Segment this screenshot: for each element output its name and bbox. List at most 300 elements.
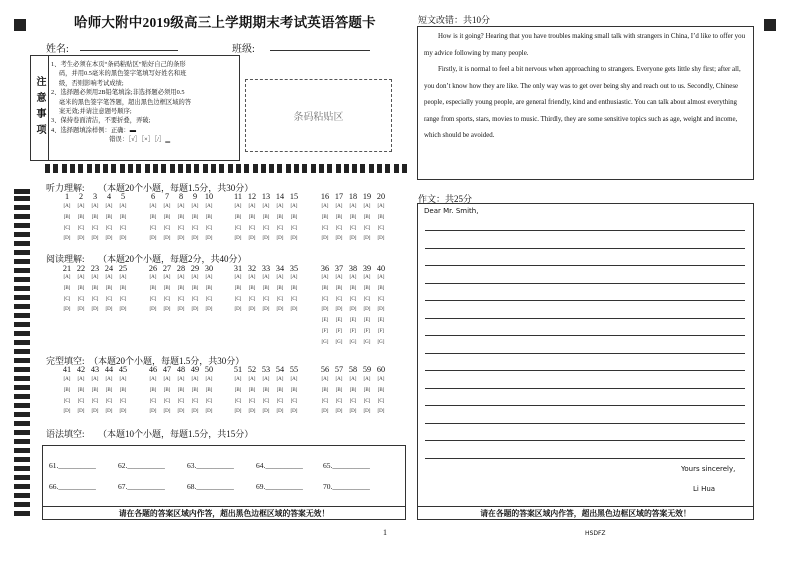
answer-bubble[interactable]: [A] [349, 377, 357, 382]
answer-bubble[interactable]: [C] [290, 225, 298, 231]
answer-bubble[interactable]: [F] [349, 328, 357, 334]
answer-bubble[interactable]: [D] [77, 236, 85, 242]
answer-bubble[interactable]: [G] [377, 339, 385, 345]
answer-bubble[interactable]: [D] [248, 409, 256, 415]
answer-bubble[interactable]: [A] [77, 204, 85, 209]
class-field[interactable] [270, 50, 370, 51]
answer-bubble[interactable]: [B] [321, 285, 329, 291]
essay-writing-line[interactable] [425, 440, 745, 441]
answer-bubble[interactable]: [A] [321, 204, 329, 209]
answer-bubble[interactable]: [B] [335, 387, 343, 393]
answer-bubble[interactable]: [D] [63, 236, 71, 242]
answer-bubble[interactable]: [B] [276, 214, 284, 220]
answer-bubble[interactable]: [B] [234, 285, 242, 291]
answer-bubble[interactable]: [B] [119, 387, 127, 393]
answer-bubble[interactable]: [B] [363, 214, 371, 220]
answer-bubble[interactable]: [C] [149, 296, 157, 302]
answer-bubble[interactable]: [B] [63, 285, 71, 291]
essay-writing-line[interactable] [425, 423, 745, 424]
answer-bubble[interactable]: [B] [191, 387, 199, 393]
correction-box[interactable] [417, 26, 754, 180]
answer-bubble[interactable]: [E] [335, 318, 343, 324]
answer-bubble[interactable]: [A] [349, 204, 357, 209]
answer-bubble[interactable]: [B] [177, 285, 185, 291]
answer-bubble[interactable]: [D] [321, 307, 329, 313]
answer-bubble[interactable]: [C] [149, 398, 157, 404]
essay-writing-line[interactable] [425, 353, 745, 354]
answer-bubble[interactable]: [G] [335, 339, 343, 345]
answer-bubble[interactable]: [A] [149, 275, 157, 280]
answer-bubble[interactable]: [C] [321, 296, 329, 302]
answer-bubble[interactable]: [A] [335, 275, 343, 280]
answer-bubble[interactable]: [D] [377, 409, 385, 415]
answer-bubble[interactable]: [A] [335, 377, 343, 382]
answer-bubble[interactable]: [A] [248, 377, 256, 382]
answer-bubble[interactable]: [C] [276, 398, 284, 404]
answer-bubble[interactable]: [D] [205, 236, 213, 242]
answer-bubble[interactable]: [A] [276, 377, 284, 382]
answer-bubble[interactable]: [B] [163, 387, 171, 393]
answer-bubble[interactable]: [D] [290, 236, 298, 242]
answer-bubble[interactable]: [C] [91, 296, 99, 302]
answer-bubble[interactable]: [D] [91, 409, 99, 415]
answer-bubble[interactable]: [A] [321, 377, 329, 382]
answer-bubble[interactable]: [D] [276, 409, 284, 415]
answer-bubble[interactable]: [C] [119, 225, 127, 231]
answer-bubble[interactable]: [C] [276, 225, 284, 231]
answer-bubble[interactable]: [B] [262, 285, 270, 291]
answer-bubble[interactable]: [A] [290, 204, 298, 209]
answer-bubble[interactable]: [B] [191, 214, 199, 220]
answer-bubble[interactable]: [A] [290, 377, 298, 382]
answer-bubble[interactable]: [B] [276, 387, 284, 393]
answer-bubble[interactable]: [C] [335, 225, 343, 231]
answer-bubble[interactable]: [C] [177, 225, 185, 231]
answer-bubble[interactable]: [C] [77, 225, 85, 231]
answer-bubble[interactable]: [E] [321, 318, 329, 324]
answer-bubble[interactable]: [D] [335, 409, 343, 415]
answer-bubble[interactable]: [D] [262, 307, 270, 313]
option-column [273, 375, 287, 418]
answer-bubble[interactable]: [B] [377, 285, 385, 291]
answer-bubble[interactable]: [A] [290, 275, 298, 280]
answer-bubble[interactable]: [D] [119, 409, 127, 415]
answer-bubble[interactable]: [A] [377, 275, 385, 280]
answer-bubble[interactable]: [A] [149, 204, 157, 209]
answer-bubble[interactable]: [B] [290, 285, 298, 291]
answer-bubble[interactable]: [C] [234, 398, 242, 404]
answer-bubble[interactable]: [D] [91, 307, 99, 313]
essay-writing-line[interactable] [425, 318, 745, 319]
answer-bubble[interactable]: [C] [349, 225, 357, 231]
answer-bubble[interactable]: [C] [63, 296, 71, 302]
answer-bubble[interactable]: [A] [276, 204, 284, 209]
answer-bubble[interactable]: [A] [335, 204, 343, 209]
answer-bubble[interactable]: [B] [77, 214, 85, 220]
answer-bubble[interactable]: [A] [377, 377, 385, 382]
answer-bubble[interactable]: [C] [191, 225, 199, 231]
answer-bubble[interactable]: [B] [248, 285, 256, 291]
answer-bubble[interactable]: [B] [205, 214, 213, 220]
notice-item: 3、保持卷面清洁，不要折叠，弄破; [51, 117, 151, 125]
essay-writing-line[interactable] [425, 300, 745, 301]
answer-bubble[interactable]: [D] [234, 307, 242, 313]
answer-bubble[interactable]: [D] [262, 409, 270, 415]
grammar-blank[interactable]: 63.__________ [187, 461, 234, 470]
answer-bubble[interactable]: [D] [205, 409, 213, 415]
answer-bubble[interactable]: [A] [363, 275, 371, 280]
essay-writing-line[interactable] [425, 283, 745, 284]
answer-bubble[interactable]: [A] [205, 377, 213, 382]
answer-bubble[interactable]: [D] [191, 409, 199, 415]
name-field[interactable] [80, 50, 178, 51]
answer-bubble[interactable]: [B] [377, 387, 385, 393]
answer-bubble[interactable]: [A] [77, 275, 85, 280]
grammar-blank[interactable]: 61.__________ [49, 461, 96, 470]
answer-bubble[interactable]: [D] [234, 236, 242, 242]
answer-bubble[interactable]: [A] [262, 204, 270, 209]
answer-bubble[interactable]: [C] [63, 225, 71, 231]
answer-bubble[interactable]: [A] [191, 377, 199, 382]
answer-bubble[interactable]: [B] [163, 285, 171, 291]
correction-paragraph-2: Firstly, it is normal to feel a bit nervous when approaching to strangers. Everyone gets little shy first; after all, you don’t know how they are like. The only way was to get over being shy and reach out to us. Secondly, Chinese people, especially young people, are general friendly, kind and enthusiastic. You can talk about almost everything range from sports, stars, movies to music. Thirdly, they are some sensitive topics such as age, weight and income, which should be avoided. [424, 66, 741, 139]
answer-bubble[interactable]: [D] [163, 307, 171, 313]
answer-bubble[interactable]: [B] [119, 214, 127, 220]
grammar-blank[interactable]: 66.__________ [49, 482, 96, 491]
essay-writing-line[interactable] [425, 248, 745, 249]
answer-bubble[interactable]: [D] [63, 307, 71, 313]
answer-bubble[interactable]: [A] [91, 275, 99, 280]
answer-bubble[interactable]: [D] [191, 236, 199, 242]
answer-bubble[interactable]: [D] [149, 307, 157, 313]
answer-bubble[interactable]: [B] [349, 387, 357, 393]
answer-bubble[interactable]: [A] [321, 275, 329, 280]
answer-bubble[interactable]: [D] [321, 236, 329, 242]
answer-bubble[interactable]: [D] [349, 409, 357, 415]
question-number: 9 [192, 192, 198, 201]
answer-bubble[interactable]: [B] [149, 285, 157, 291]
answer-bubble[interactable]: [A] [191, 204, 199, 209]
answer-bubble[interactable]: [B] [105, 285, 113, 291]
answer-bubble[interactable]: [E] [363, 318, 371, 324]
essay-writing-line[interactable] [425, 388, 745, 389]
answer-bubble[interactable]: [C] [205, 296, 213, 302]
question-number: 58 [348, 365, 358, 374]
answer-bubble[interactable]: [C] [363, 225, 371, 231]
answer-bubble[interactable]: [A] [234, 204, 242, 209]
answer-bubble[interactable]: [A] [163, 204, 171, 209]
answer-bubble[interactable]: [D] [163, 409, 171, 415]
answer-bubble[interactable]: [D] [163, 236, 171, 242]
answer-bubble[interactable]: [A] [262, 377, 270, 382]
timing-mark [178, 164, 183, 173]
barcode-area: 条码粘贴区 [245, 79, 392, 152]
answer-bubble[interactable]: [A] [262, 275, 270, 280]
answer-bubble[interactable]: [F] [335, 328, 343, 334]
answer-bubble[interactable]: [C] [262, 225, 270, 231]
answer-bubble[interactable]: [A] [91, 377, 99, 382]
answer-bubble[interactable]: [B] [205, 285, 213, 291]
answer-bubble[interactable]: [A] [349, 275, 357, 280]
answer-bubble[interactable]: [B] [335, 285, 343, 291]
essay-writing-line[interactable] [425, 335, 745, 336]
answer-bubble[interactable]: [B] [335, 214, 343, 220]
option-column [318, 273, 332, 349]
answer-bubble[interactable]: [B] [321, 214, 329, 220]
answer-bubble[interactable]: [B] [177, 387, 185, 393]
grammar-blank[interactable]: 64.__________ [256, 461, 303, 470]
answer-bubble[interactable]: [D] [77, 409, 85, 415]
answer-bubble[interactable]: [C] [377, 398, 385, 404]
answer-bubble[interactable]: [D] [248, 236, 256, 242]
timing-mark [14, 205, 30, 210]
option-column [332, 375, 346, 418]
answer-bubble[interactable]: [B] [262, 387, 270, 393]
grammar-blank[interactable]: 65.__________ [323, 461, 370, 470]
answer-bubble[interactable]: [G] [321, 339, 329, 345]
answer-bubble[interactable]: [D] [177, 236, 185, 242]
answer-bubble[interactable]: [C] [77, 296, 85, 302]
answer-bubble[interactable]: [C] [349, 296, 357, 302]
answer-bubble[interactable]: [D] [119, 307, 127, 313]
answer-bubble[interactable]: [A] [91, 204, 99, 209]
answer-bubble[interactable]: [A] [119, 377, 127, 382]
answer-bubble[interactable]: [C] [234, 296, 242, 302]
essay-box[interactable] [417, 203, 754, 507]
answer-bubble[interactable]: [D] [349, 236, 357, 242]
answer-bubble[interactable]: [D] [105, 307, 113, 313]
answer-bubble[interactable]: [D] [349, 307, 357, 313]
answer-bubble[interactable]: [C] [276, 296, 284, 302]
answer-bubble[interactable]: [C] [205, 225, 213, 231]
answer-bubble[interactable]: [C] [290, 398, 298, 404]
answer-bubble[interactable]: [C] [234, 225, 242, 231]
timing-mark [277, 164, 282, 173]
answer-bubble[interactable]: [C] [119, 398, 127, 404]
answer-bubble[interactable]: [B] [248, 214, 256, 220]
answer-bubble[interactable]: [A] [191, 275, 199, 280]
answer-bubble[interactable]: [A] [234, 377, 242, 382]
answer-bubble[interactable]: [B] [248, 387, 256, 393]
answer-bubble[interactable]: [D] [290, 307, 298, 313]
answer-bubble[interactable]: [C] [377, 296, 385, 302]
answer-bubble[interactable]: [A] [248, 204, 256, 209]
answer-bubble[interactable]: [C] [191, 398, 199, 404]
answer-bubble[interactable]: [B] [363, 387, 371, 393]
answer-bubble[interactable]: [B] [177, 214, 185, 220]
answer-bubble[interactable]: [A] [63, 275, 71, 280]
answer-bubble[interactable]: [B] [276, 285, 284, 291]
option-column [160, 202, 174, 245]
answer-bubble[interactable]: [C] [248, 398, 256, 404]
answer-bubble[interactable]: [A] [63, 377, 71, 382]
answer-bubble[interactable]: [C] [119, 296, 127, 302]
answer-bubble[interactable]: [A] [77, 377, 85, 382]
timing-mark [211, 164, 216, 173]
answer-bubble[interactable]: [D] [363, 236, 371, 242]
answer-bubble[interactable]: [C] [105, 398, 113, 404]
question-number: 25 [118, 264, 128, 273]
answer-bubble[interactable]: [C] [105, 225, 113, 231]
answer-bubble[interactable]: [B] [77, 285, 85, 291]
answer-bubble[interactable]: [C] [248, 225, 256, 231]
answer-bubble[interactable]: [C] [205, 398, 213, 404]
answer-bubble[interactable]: [D] [248, 307, 256, 313]
answer-bubble[interactable]: [D] [119, 236, 127, 242]
answer-bubble[interactable]: [A] [119, 204, 127, 209]
answer-bubble[interactable]: [A] [119, 275, 127, 280]
answer-bubble[interactable]: [D] [91, 236, 99, 242]
answer-bubble[interactable]: [D] [149, 236, 157, 242]
answer-bubble[interactable]: [C] [163, 296, 171, 302]
answer-bubble[interactable]: [C] [262, 296, 270, 302]
answer-bubble[interactable]: [B] [163, 214, 171, 220]
answer-bubble[interactable]: [E] [377, 318, 385, 324]
answer-bubble[interactable]: [B] [363, 285, 371, 291]
answer-bubble[interactable]: [D] [63, 409, 71, 415]
answer-bubble[interactable]: [F] [363, 328, 371, 334]
answer-bubble[interactable]: [C] [91, 398, 99, 404]
answer-bubble[interactable]: [B] [262, 214, 270, 220]
timing-mark [14, 367, 30, 372]
answer-bubble[interactable]: [A] [177, 204, 185, 209]
answer-bubble[interactable]: [D] [77, 307, 85, 313]
answer-bubble[interactable]: [D] [377, 307, 385, 313]
grammar-blank[interactable]: 62.__________ [118, 461, 165, 470]
answer-bubble[interactable]: [B] [290, 214, 298, 220]
answer-bubble[interactable]: [C] [105, 296, 113, 302]
answer-bubble[interactable]: [A] [177, 275, 185, 280]
answer-bubble[interactable]: [B] [105, 214, 113, 220]
answer-bubble[interactable]: [C] [262, 398, 270, 404]
answer-bubble[interactable]: [D] [363, 307, 371, 313]
answer-bubble[interactable]: [C] [177, 398, 185, 404]
answer-bubble[interactable]: [B] [119, 285, 127, 291]
answer-bubble[interactable]: [A] [363, 377, 371, 382]
answer-bubble[interactable]: [D] [105, 409, 113, 415]
answer-bubble[interactable]: [D] [290, 409, 298, 415]
essay-writing-line[interactable] [425, 265, 745, 266]
answer-bubble[interactable]: [B] [77, 387, 85, 393]
answer-bubble[interactable]: [C] [349, 398, 357, 404]
answer-bubble[interactable]: [G] [349, 339, 357, 345]
answer-bubble[interactable]: [B] [349, 214, 357, 220]
answer-bubble[interactable]: [B] [234, 387, 242, 393]
answer-bubble[interactable]: [A] [363, 204, 371, 209]
answer-bubble[interactable]: [A] [149, 377, 157, 382]
answer-bubble[interactable]: [B] [191, 285, 199, 291]
answer-bubble[interactable]: [C] [290, 296, 298, 302]
answer-bubble[interactable]: [A] [163, 275, 171, 280]
answer-bubble[interactable]: [A] [248, 275, 256, 280]
question-number: 46 [148, 365, 158, 374]
answer-bubble[interactable]: [F] [321, 328, 329, 334]
answer-bubble[interactable]: [C] [363, 398, 371, 404]
essay-writing-line[interactable] [425, 458, 745, 459]
answer-bubble[interactable]: [A] [105, 275, 113, 280]
question-number: 38 [348, 264, 358, 273]
answer-bubble[interactable]: [C] [163, 398, 171, 404]
answer-bubble[interactable]: [C] [248, 296, 256, 302]
answer-bubble[interactable]: [D] [262, 236, 270, 242]
essay-writing-line[interactable] [425, 405, 745, 406]
grammar-blank[interactable]: 70.__________ [323, 482, 370, 491]
answer-bubble[interactable]: [D] [234, 409, 242, 415]
answer-bubble[interactable]: [C] [149, 225, 157, 231]
answer-bubble[interactable]: [A] [234, 275, 242, 280]
answer-bubble[interactable]: [D] [335, 236, 343, 242]
grammar-blank[interactable]: 69.__________ [256, 482, 303, 491]
answer-bubble[interactable]: [C] [335, 398, 343, 404]
answer-bubble[interactable]: [D] [276, 307, 284, 313]
answer-bubble[interactable]: [C] [163, 225, 171, 231]
answer-bubble[interactable]: [B] [63, 214, 71, 220]
answer-bubble[interactable]: [C] [363, 296, 371, 302]
answer-bubble[interactable]: [C] [321, 225, 329, 231]
answer-bubble[interactable]: [A] [105, 377, 113, 382]
answer-bubble[interactable]: [B] [91, 387, 99, 393]
answer-bubble[interactable]: [A] [105, 204, 113, 209]
answer-bubble[interactable]: [C] [77, 398, 85, 404]
answer-bubble[interactable]: [B] [91, 285, 99, 291]
answer-bubble[interactable]: [C] [91, 225, 99, 231]
answer-bubble[interactable]: [A] [177, 377, 185, 382]
answer-bubble[interactable]: [C] [63, 398, 71, 404]
answer-bubble[interactable]: [A] [205, 204, 213, 209]
answer-bubble[interactable]: [B] [205, 387, 213, 393]
answer-bubble[interactable]: [A] [205, 275, 213, 280]
answer-bubble[interactable]: [A] [377, 204, 385, 209]
answer-bubble[interactable]: [C] [335, 296, 343, 302]
answer-bubble[interactable]: [C] [177, 296, 185, 302]
answer-bubble[interactable]: [B] [63, 387, 71, 393]
answer-bubble[interactable]: [D] [177, 307, 185, 313]
answer-bubble[interactable]: [C] [191, 296, 199, 302]
answer-bubble[interactable]: [D] [363, 409, 371, 415]
answer-bubble[interactable]: [B] [91, 214, 99, 220]
answer-bubble[interactable]: [B] [149, 214, 157, 220]
answer-bubble[interactable]: [C] [321, 398, 329, 404]
grammar-blank[interactable]: 68.__________ [187, 482, 234, 491]
essay-writing-line[interactable] [425, 370, 745, 371]
answer-bubble[interactable]: [D] [335, 307, 343, 313]
essay-writing-line[interactable] [425, 230, 745, 231]
answer-bubble[interactable]: [D] [105, 236, 113, 242]
answer-bubble[interactable]: [B] [377, 214, 385, 220]
answer-bubble[interactable]: [B] [290, 387, 298, 393]
answer-bubble[interactable]: [F] [377, 328, 385, 334]
answer-bubble[interactable]: [B] [234, 214, 242, 220]
answer-bubble[interactable]: [B] [105, 387, 113, 393]
answer-bubble[interactable]: [A] [276, 275, 284, 280]
answer-bubble[interactable]: [A] [163, 377, 171, 382]
answer-bubble[interactable]: [G] [363, 339, 371, 345]
answer-bubble[interactable]: [D] [377, 236, 385, 242]
answer-bubble[interactable]: [E] [349, 318, 357, 324]
answer-bubble[interactable]: [D] [321, 409, 329, 415]
answer-bubble[interactable]: [D] [149, 409, 157, 415]
answer-bubble[interactable]: [A] [63, 204, 71, 209]
answer-bubble[interactable]: [B] [321, 387, 329, 393]
grammar-blank[interactable]: 67.__________ [118, 482, 165, 491]
answer-bubble[interactable]: [D] [191, 307, 199, 313]
answer-bubble[interactable]: [B] [349, 285, 357, 291]
answer-bubble[interactable]: [B] [149, 387, 157, 393]
answer-bubble[interactable]: [D] [276, 236, 284, 242]
answer-bubble[interactable]: [C] [377, 225, 385, 231]
answer-bubble[interactable]: [D] [205, 307, 213, 313]
answer-bubble[interactable]: [D] [177, 409, 185, 415]
